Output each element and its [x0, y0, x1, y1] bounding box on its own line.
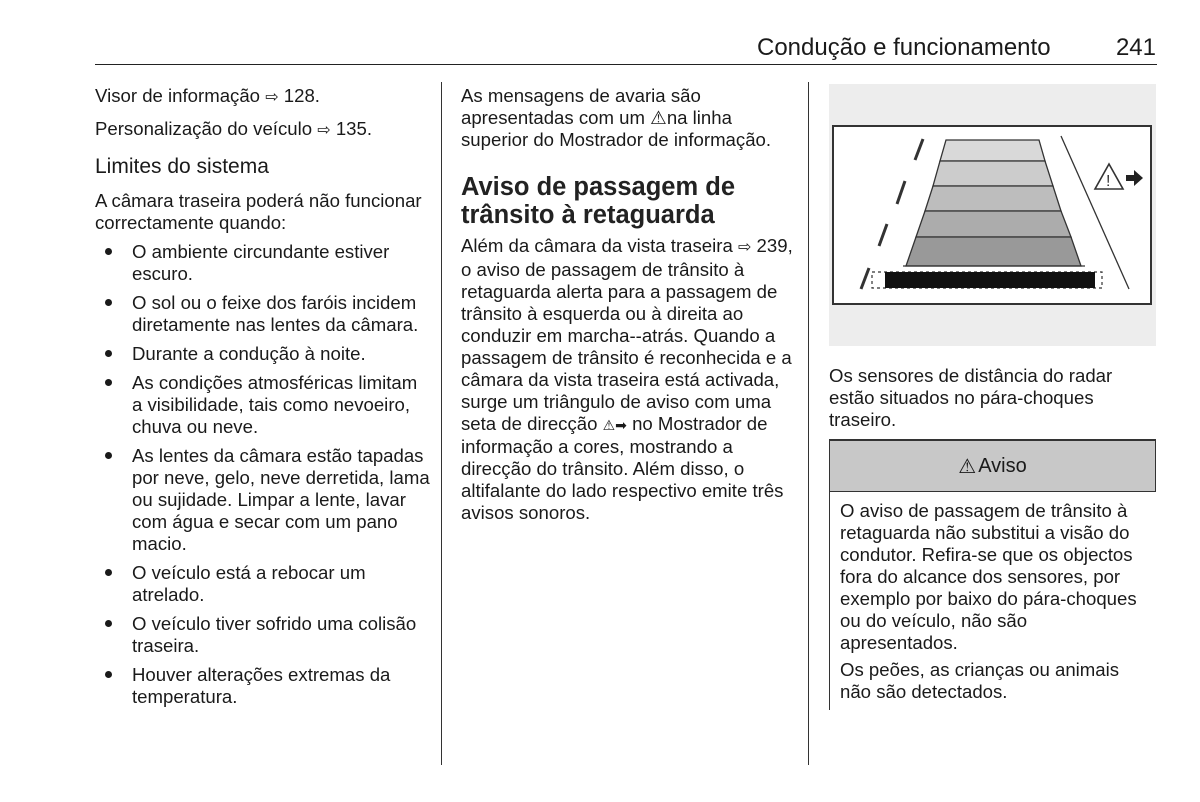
bullet-icon: [105, 379, 112, 386]
list-item: O sol ou o feixe dos faróis incidem diretamente nas lentes da câmara.: [95, 292, 430, 336]
body-paragraph: Além da câmara da vista traseira ⇨ 239, o aviso de passagem de trânsito à retaguarda alerta para a passagem de trânsito à esquerda ou à direita ao conduzir em marcha--atrás. Quando a passagem de trânsito é reconhecida e a câmara da vista traseira está activada, surge um triângulo de aviso com uma seta de direcção ⚠➡ no Mostrador de informação a cores, mostrando a direcção do trânsito. Além disso, o altifalante do lado respectivo emite três avisos sonoros.: [461, 235, 793, 523]
list-item: O veículo tiver sofrido uma colisão traseira.: [95, 613, 430, 657]
intro-paragraph: A câmara traseira poderá não funcionar correctamente quando:: [95, 190, 422, 233]
section-heading: Limites do sistema: [95, 155, 269, 178]
warning-body: [829, 492, 1156, 710]
middle-column: [461, 85, 796, 524]
bullet-icon: [105, 569, 112, 576]
warning-paragraph: Os peões, as crianças ou animais não são detectados.: [840, 659, 1120, 702]
warning-arrow-icon: ⚠➡: [602, 417, 627, 433]
cross-reference-arrow-icon: ⇨: [317, 122, 331, 139]
warning-paragraph: O aviso de passagem de trânsito à retaguarda não substitui a visão do condutor. Refira-se que os objectos fora do alcance dos sensores, por exemplo por baixo do pára-choques ou do veículo, não são apresentados.: [840, 500, 1137, 653]
header-rule: [95, 64, 1157, 65]
caption-paragraph: Os sensores de distância do radar estão situados no pára-choques traseiro.: [829, 365, 1113, 430]
page-header-title: Condução e funcionamento: [757, 34, 1051, 61]
bullet-icon: [105, 299, 112, 306]
warning-box: [829, 439, 1156, 717]
bullet-icon: [105, 620, 112, 627]
rear-camera-display-illustration: [829, 84, 1156, 346]
list-item: O ambiente circundante estiver escuro.: [95, 241, 430, 285]
list-item: O veículo está a rebocar um atrelado.: [95, 562, 430, 606]
warning-triangle-icon: ⚠: [650, 107, 667, 128]
bullet-icon: [105, 452, 112, 459]
cross-reference-arrow-icon: ⇨: [265, 89, 279, 106]
column-divider-2: [808, 82, 809, 765]
list-item: Durante a condução à noite.: [95, 343, 430, 365]
svg-text:!: !: [1106, 173, 1111, 190]
xref-line: Visor de informação ⇨ 128.: [95, 85, 320, 106]
column-divider-1: [441, 82, 442, 765]
xref-line: Personalização do veículo ⇨ 135.: [95, 118, 373, 139]
list-item: Houver alterações extremas da temperatura.: [95, 664, 430, 708]
display-graphic-icon: [829, 84, 1156, 346]
cross-reference-arrow-icon: ⇨: [737, 239, 752, 256]
conditions-list: [95, 241, 430, 708]
bullet-icon: [105, 248, 112, 255]
page-number: 241: [1115, 34, 1156, 61]
warning-triangle-icon: ⚠: [958, 455, 977, 478]
list-item: As condições atmosféricas limitam a visibilidade, tais como nevoeiro, chuva ou neve.: [95, 372, 430, 438]
list-item: As lentes da câmara estão tapadas por neve, gelo, neve derretida, lama ou sujidade. Limpar a lente, lavar com água e secar com um pano macio.: [95, 445, 430, 555]
bullet-icon: [105, 671, 112, 678]
fault-message-paragraph: As mensagens de avaria são apresentadas com um ⚠na linha superior do Mostrador de informação.: [461, 85, 772, 150]
warning-header: ⚠ Aviso: [829, 441, 1156, 492]
bullet-icon: [105, 350, 112, 357]
left-column: [95, 85, 430, 715]
section-heading: Aviso de passagem de trânsito à retaguarda: [461, 173, 736, 229]
